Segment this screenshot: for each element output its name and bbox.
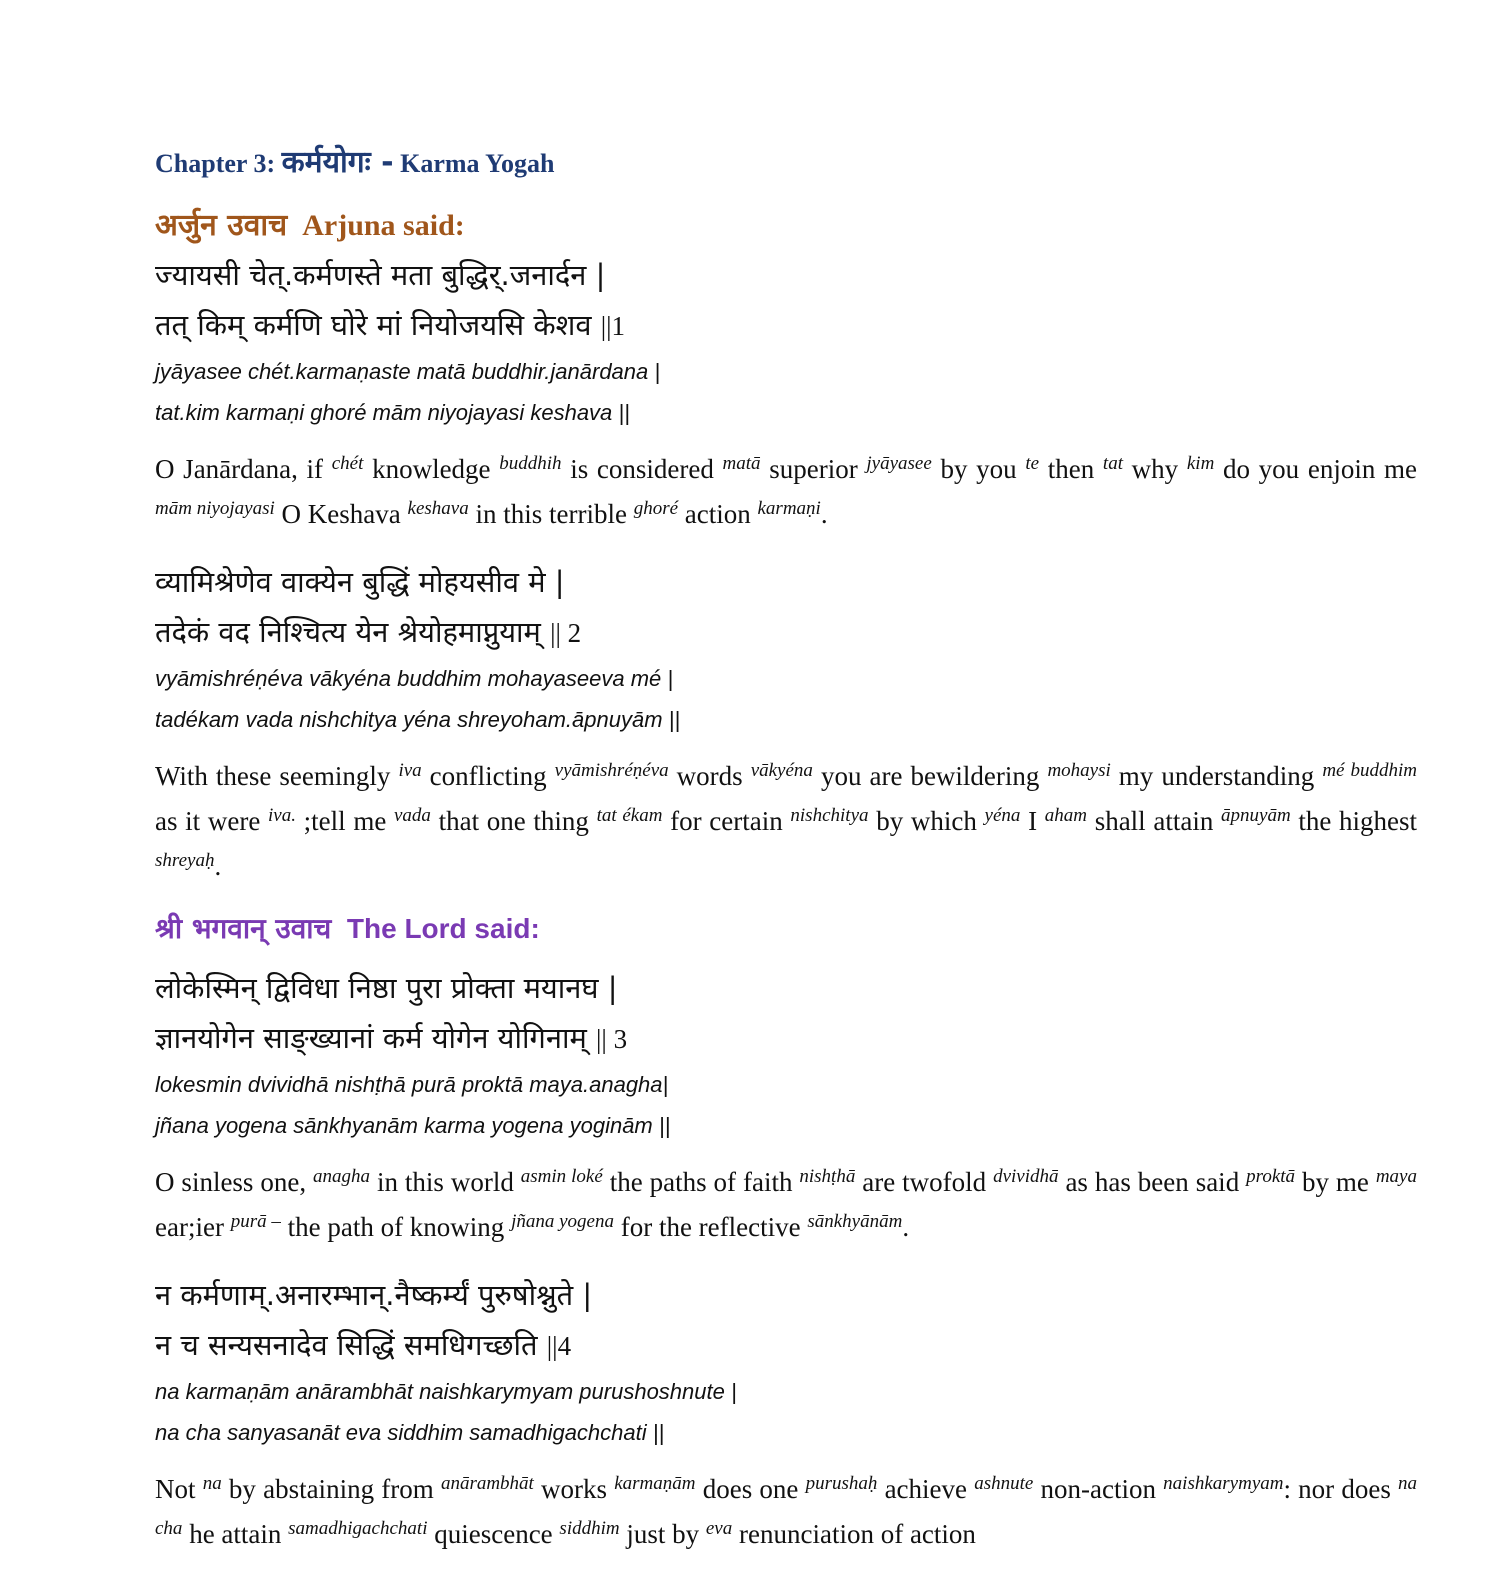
chapter-devanagari: कर्मयोगः - (281, 145, 394, 180)
gloss-term: jyāyasee (866, 453, 932, 474)
chapter-heading (155, 140, 1417, 181)
verse-number: || 2 (550, 618, 582, 648)
gloss-term: chét (331, 453, 364, 474)
verse-block (155, 250, 1417, 537)
speaker-devanagari: अर्जुन उवाच (155, 208, 288, 243)
gloss-term: asmin loké (520, 1166, 603, 1187)
gloss-term: dvividhā (993, 1166, 1059, 1187)
gloss-term: mé buddhim (1322, 760, 1417, 781)
document-page (155, 140, 1417, 1577)
gloss-term: nishṭhā (799, 1166, 856, 1187)
gloss-term: proktā (1246, 1166, 1296, 1187)
gloss-term: maya (1375, 1166, 1417, 1187)
gloss-term: sānkhyānām (807, 1211, 903, 1232)
gloss-term: iva. (268, 805, 296, 826)
transliteration-line: tadékam vada nishchitya yéna shreyoham.āpnuyām || (155, 707, 681, 732)
verse-block (155, 1270, 1417, 1557)
gloss-term: mohaysi (1047, 760, 1111, 781)
gloss-term: purā – (230, 1211, 281, 1232)
gloss-term: kim (1186, 453, 1215, 474)
translation-paragraph: O Janārdana, if $^{chét}$ knowledge $^{buddhih}$ is considered $^{matā}$ superior $^{jyāyasee}$ by you $^{te}$ then $^{tat}$ why $^{kim}$ do you enjoin me $^{mām niyojayasi}$ O Keshava $^{keshava}$ in this terrible $^{ghoré}$ action $^{karmaṇi}$. (155, 453, 1418, 529)
gloss-term: vada (393, 805, 431, 826)
sanskrit-line: ज्ञानयोगेन साङ्ख्यानां कर्म योगेन योगिनाम् || 3 (155, 1021, 628, 1055)
speaker-english: The Lord said: (331, 913, 540, 944)
chapter-title: Karma Yogah (400, 149, 555, 178)
gloss-term: shreyaḥ (155, 850, 215, 871)
gloss-term: ashnute (974, 1473, 1034, 1494)
gloss-term: karmaṇām (614, 1473, 696, 1494)
gloss-term: yéna (984, 805, 1021, 826)
sanskrit-line: लोकेस्मिन् द्विविधा निष्ठा पुरा प्रोक्ता मयानघ | (155, 971, 618, 1005)
speaker-devanagari: श्री भगवान् उवाच (155, 912, 332, 945)
gloss-term: naishkarymyam (1163, 1473, 1284, 1494)
chapter-prefix: Chapter 3: (155, 149, 276, 178)
verse-number: ||4 (546, 1331, 572, 1361)
gloss-term: mām niyojayasi (155, 498, 275, 519)
gloss-term: karmaṇi (757, 498, 821, 519)
gloss-term: anārambhāt (440, 1473, 534, 1494)
gloss-term: samadhigachchati (288, 1518, 428, 1539)
gloss-term: na cha (155, 1473, 1418, 1539)
transliteration-line: tat.kim karmaṇi ghoré mām niyojayasi keshava || (155, 400, 630, 425)
gloss-term: purushaḥ (805, 1473, 878, 1494)
gloss-term: keshava (407, 498, 469, 519)
speaker-english: Arjuna said: (287, 209, 465, 242)
gloss-term: eva (705, 1518, 733, 1539)
verse-block (155, 963, 1417, 1250)
translation-paragraph: Not $^{na}$ by abstaining from $^{anārambhāt}$ works $^{karmaṇām}$ does one $^{purushaḥ}$ achieve $^{ashnute}$ non-action $^{naishkarymyam}$: nor does $^{na cha}$ he attain $^{samadhigachchati}$ quiescence $^{siddhim}$ just by $^{eva}$ renunciation of action (155, 1473, 1418, 1549)
gloss-term: iva (398, 760, 422, 781)
transliteration-line: na cha sanyasanāt eva siddhim samadhigachchati || (155, 1420, 665, 1445)
gloss-term: te (1025, 453, 1040, 474)
gloss-term: aham (1044, 805, 1088, 826)
gloss-term: jñana yogena (511, 1211, 614, 1232)
gloss-term: nishchitya (790, 805, 869, 826)
sanskrit-line: न कर्मणाम्.अनारम्भान्.नैष्कर्म्यं पुरुषोश्नुते | (155, 1278, 593, 1312)
verse-number: ||1 (600, 311, 625, 341)
verse-number: || 3 (596, 1024, 628, 1054)
sanskrit-line: ज्यायसी चेत्.कर्मणस्ते मता बुद्धिर्.जनार्दन | (155, 258, 606, 292)
verse-block (155, 557, 1417, 889)
speaker-heading (155, 909, 1417, 947)
verse-sections (155, 203, 1417, 1557)
gloss-term: āpnuyām (1221, 805, 1291, 826)
gloss-term: siddhim (559, 1518, 620, 1539)
transliteration-line: na karmaṇām anārambhāt naishkarymyam purushoshnute | (155, 1379, 737, 1404)
gloss-term: vākyéna (750, 760, 813, 781)
gloss-term: tat (1102, 453, 1123, 474)
sanskrit-line: न च सन्यसनादेव सिद्धिं समधिगच्छति ||4 (155, 1328, 572, 1362)
translation-paragraph: With these seemingly $^{iva}$ conflicting $^{vyāmishréṇéva}$ words $^{vākyéna}$ you are bewildering $^{mohaysi}$ my understanding $^{mé buddhim}$ as it were $^{iva.}$ ;tell me $^{vada}$ that one thing $^{tat ékam}$ for certain $^{nishchitya}$ by which $^{yéna}$ I $^{aham}$ shall attain $^{āpnuyām}$ the highest $^{shreyaḥ}$. (155, 760, 1418, 881)
sanskrit-line: तदेकं वद निश्चित्य येन श्रेयोहमाप्नुयाम् || 2 (155, 615, 582, 649)
gloss-term: buddhih (499, 453, 562, 474)
gloss-term: ghoré (633, 498, 679, 519)
transliteration-line: lokesmin dvividhā nishṭhā purā proktā maya.anagha| (155, 1072, 669, 1097)
transliteration-line: vyāmishréṇéva vākyéna buddhim mohayaseeva mé | (155, 666, 674, 691)
sanskrit-line: व्यामिश्रेणेव वाक्येन बुद्धिं मोहयसीव मे | (155, 565, 565, 599)
sanskrit-line: तत् किम् कर्मणि घोरे मां नियोजयसि केशव ||1 (155, 308, 625, 342)
gloss-term: tat ékam (596, 805, 663, 826)
translation-paragraph: O sinless one, $^{anagha}$ in this world $^{asmin loké}$ the paths of faith $^{nishṭhā}$ are twofold $^{dvividhā}$ as has been said $^{proktā}$ by me $^{maya}$ ear;ier $^{purā -}$ the path of knowing $^{jñana yogena}$ for the reflective $^{sānkhyānām}$. (155, 1166, 1417, 1242)
gloss-term: vyāmishréṇéva (554, 760, 669, 781)
transliteration-line: jyāyasee chét.karmaṇaste matā buddhir.janārdana | (155, 359, 661, 384)
speaker-heading (155, 203, 1417, 244)
gloss-term: anagha (313, 1166, 371, 1187)
transliteration-line: jñana yogena sānkhyanām karma yogena yoginām || (155, 1113, 671, 1138)
gloss-term: na (202, 1473, 222, 1494)
gloss-term: matā (722, 453, 761, 474)
